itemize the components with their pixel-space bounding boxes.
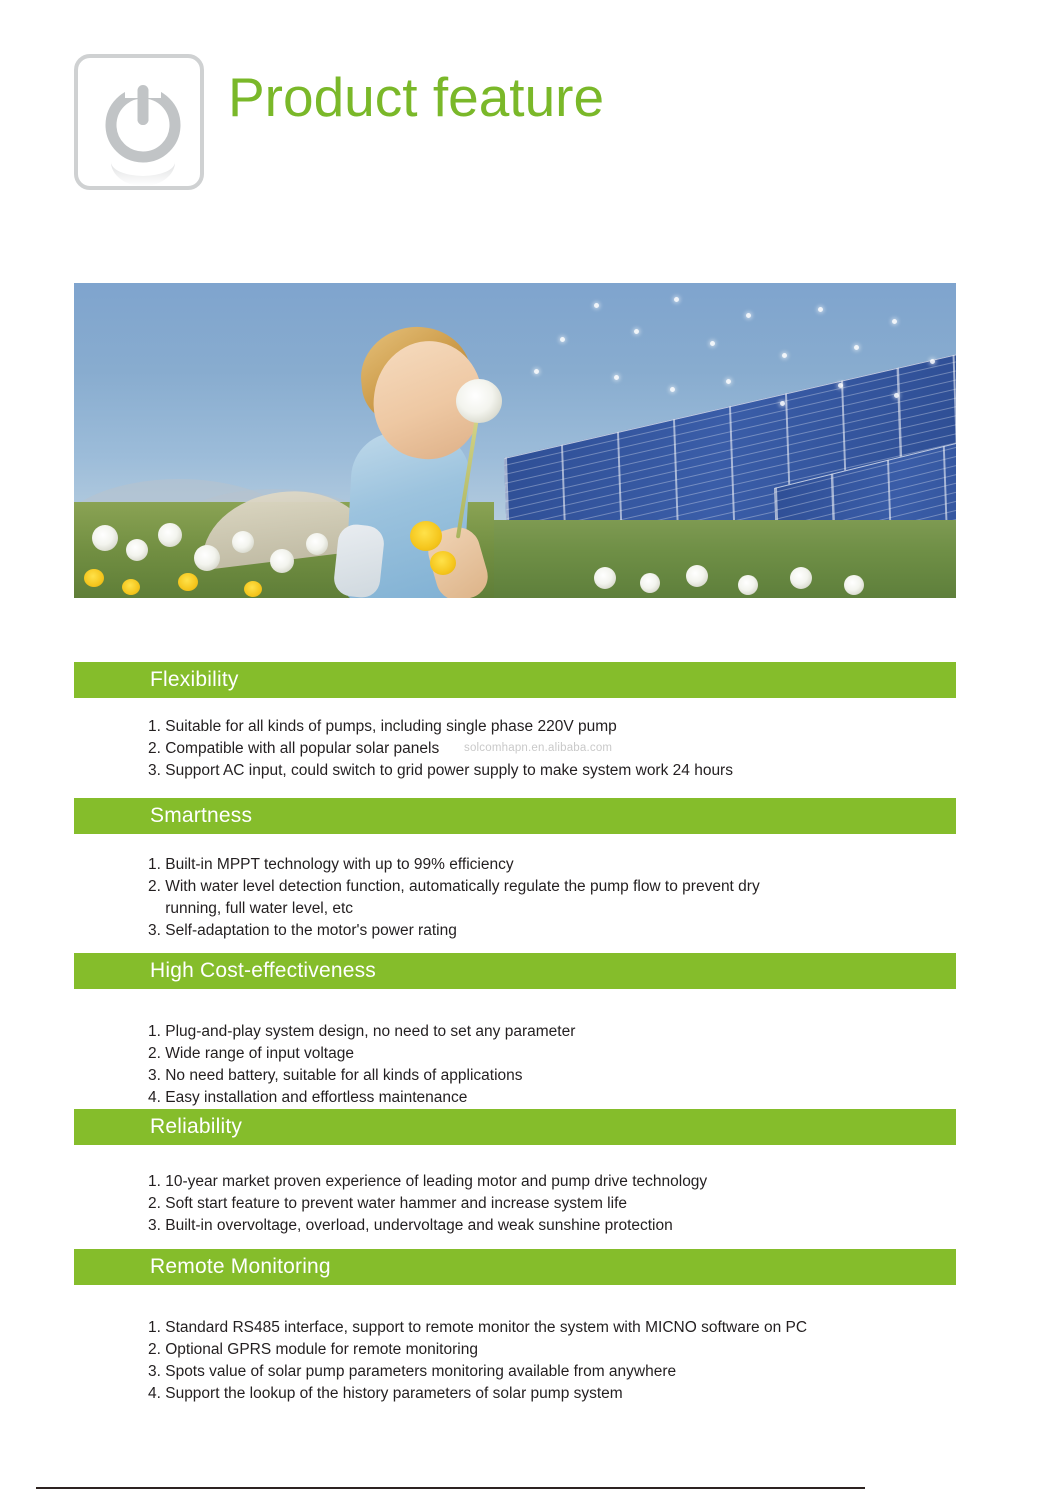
section-title: Reliability [150, 1115, 243, 1138]
dandelion-seed [674, 297, 679, 302]
list-item: 4. Support the lookup of the history parameters of solar pump system [148, 1385, 623, 1402]
dandelion-seed [746, 313, 751, 318]
list-item: 2. Wide range of input voltage [148, 1045, 354, 1062]
list-item: 3. Support AC input, could switch to grid power supply to make system work 24 hours [148, 762, 733, 779]
dandelion-flower [738, 575, 758, 595]
dandelion-seed [894, 393, 899, 398]
dandelion-seed [838, 383, 843, 388]
section-header-bar [74, 953, 956, 989]
list-item: 1. Plug-and-play system design, no need to set any parameter [148, 1023, 576, 1040]
dandelion-seed [634, 329, 639, 334]
dandelion-flower [844, 575, 864, 595]
yellow-flower [244, 581, 262, 597]
dandelion-seed [780, 401, 785, 406]
list-item: 3. No need battery, suitable for all kinds of applications [148, 1067, 523, 1084]
dandelion-flower [232, 531, 254, 553]
yellow-flower [84, 569, 104, 587]
list-item: 2. With water level detection function, automatically regulate the pump flow to prevent dry [148, 878, 760, 895]
list-item: 1. 10-year market proven experience of leading motor and pump drive technology [148, 1173, 708, 1190]
section-item-list [74, 1171, 956, 1237]
hero-image [74, 283, 956, 598]
section-header-bar [74, 1109, 956, 1145]
yellow-flower [430, 551, 456, 575]
dandelion-flower [790, 567, 812, 589]
dandelion-seed [560, 337, 565, 342]
yellow-flower [178, 573, 198, 591]
dandelion-flower [456, 379, 502, 423]
list-item: 1. Suitable for all kinds of pumps, including single phase 220V pump [148, 718, 617, 735]
dandelion-flower [640, 573, 660, 593]
section-title: Remote Monitoring [150, 1255, 331, 1278]
dandelion-seed [930, 359, 935, 364]
section-flexibility [74, 662, 956, 782]
yellow-flower [410, 521, 442, 551]
dandelion-seed [854, 345, 859, 350]
boy-sleeve [332, 523, 385, 598]
dandelion-flower [686, 565, 708, 587]
section-header-bar [74, 798, 956, 834]
footer-divider [36, 1487, 865, 1489]
list-item: 2. Compatible with all popular solar panels [148, 740, 440, 757]
section-item-list [74, 1317, 956, 1405]
dandelion-seed [726, 379, 731, 384]
dandelion-seed [614, 375, 619, 380]
dandelion-seed [782, 353, 787, 358]
section-item-list [74, 1021, 956, 1109]
section-title: Smartness [150, 804, 253, 827]
list-item: 1. Standard RS485 interface, support to remote monitor the system with MICNO software on PC [148, 1319, 808, 1336]
dandelion-seed [670, 387, 675, 392]
list-item: running, full water level, etc [148, 900, 354, 917]
page-header [0, 0, 1060, 230]
page-title: Product feature [228, 66, 605, 128]
section-high-cost-effectiveness [74, 953, 956, 1109]
dandelion-seed [892, 319, 897, 324]
dandelion-flower [126, 539, 148, 561]
list-item: 3. Spots value of solar pump parameters monitoring available from anywhere [148, 1363, 677, 1380]
logo-frame [74, 54, 204, 190]
section-reliability [74, 1109, 956, 1237]
section-title: Flexibility [150, 668, 239, 691]
list-item: 3. Self-adaptation to the motor's power rating [148, 922, 457, 939]
section-header-bar [74, 1249, 956, 1285]
power-button-icon [78, 58, 208, 194]
dandelion-flower [194, 545, 220, 571]
list-item: 4. Easy installation and effortless maintenance [148, 1089, 468, 1106]
section-item-list [74, 854, 956, 942]
list-item: 1. Built-in MPPT technology with up to 99% efficiency [148, 856, 514, 873]
section-title: High Cost-effectiveness [150, 959, 376, 982]
dandelion-seed [534, 369, 539, 374]
dandelion-seed [594, 303, 599, 308]
section-header-bar [74, 662, 956, 698]
dandelion-flower [270, 549, 294, 573]
dandelion-seed [710, 341, 715, 346]
section-smartness [74, 798, 956, 942]
dandelion-flower [306, 533, 328, 555]
section-remote-monitoring [74, 1249, 956, 1405]
section-item-list [74, 716, 956, 782]
watermark: solcomhapn.en.alibaba.com [464, 742, 613, 754]
list-item: 2. Soft start feature to prevent water hammer and increase system life [148, 1195, 627, 1212]
list-item: 2. Optional GPRS module for remote monitoring [148, 1341, 478, 1358]
list-item: 3. Built-in overvoltage, overload, undervoltage and weak sunshine protection [148, 1217, 673, 1234]
dandelion-seed [818, 307, 823, 312]
dandelion-flower [158, 523, 182, 547]
dandelion-flower [594, 567, 616, 589]
dandelion-flower [92, 525, 118, 551]
yellow-flower [122, 579, 140, 595]
